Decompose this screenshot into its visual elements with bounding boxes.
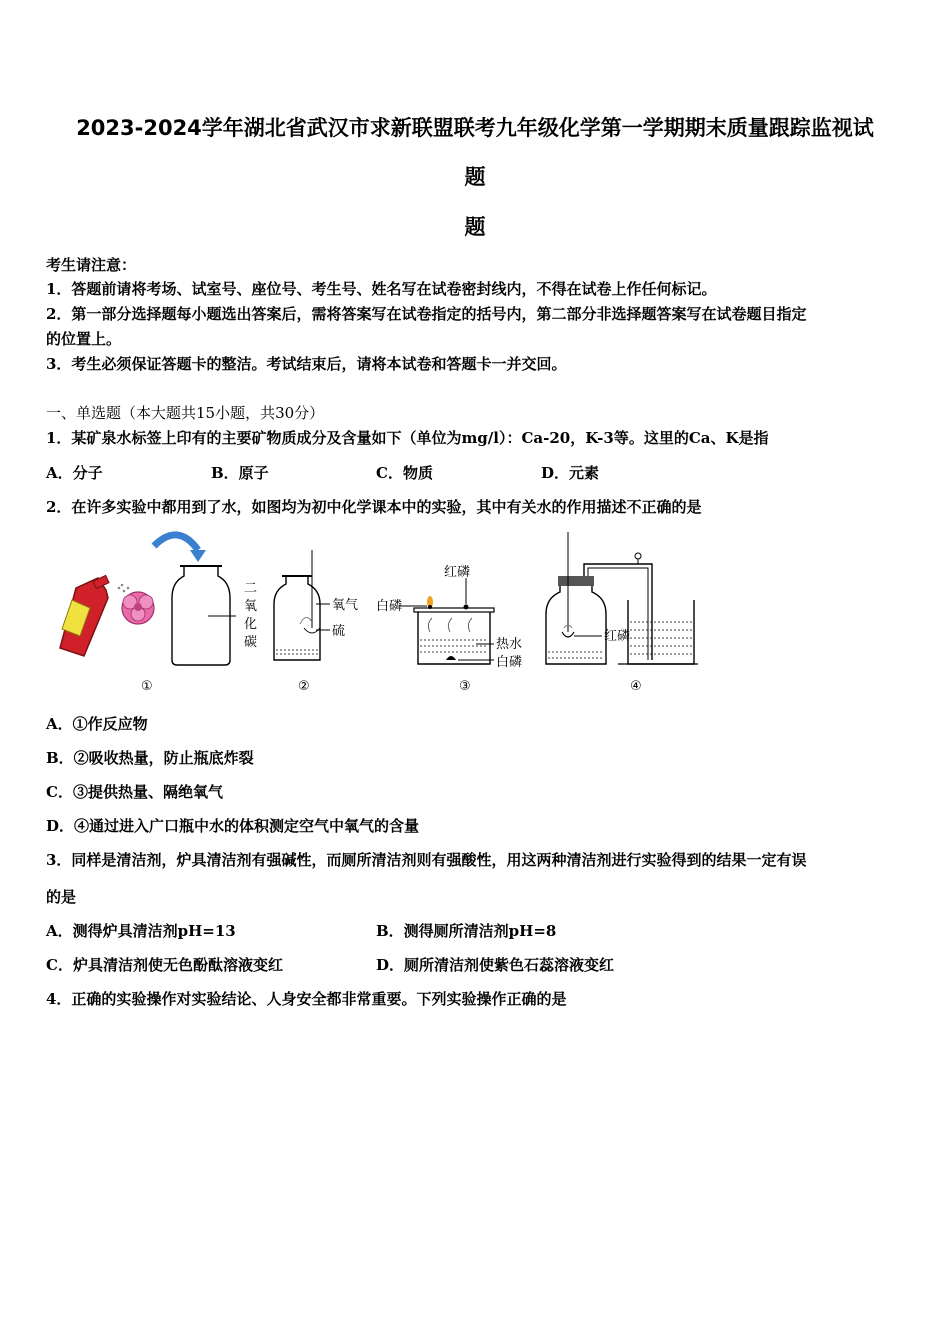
- white-phosphorus-label-2: 白磷: [496, 655, 523, 670]
- figure-number-3: ③: [459, 679, 471, 694]
- figure-number-2: ②: [298, 679, 310, 694]
- oxygen-measure-apparatus: [546, 532, 698, 664]
- oxygen-label: 氧气: [332, 598, 359, 613]
- co2-label-1: 二: [244, 581, 258, 596]
- q2-option-c: C．③提供热量、隔绝氧气: [46, 783, 223, 801]
- q1-option-a: A．分子: [46, 464, 103, 482]
- hot-water-label: 热水: [496, 637, 523, 652]
- q4-stem: 4．正确的实验操作对实验结论、人身安全都非常重要。下列实验操作正确的是: [46, 990, 567, 1008]
- q2-option-d: D．④通过进入广口瓶中水的体积测定空气中氧气的含量: [46, 817, 420, 835]
- red-phosphorus-label-2: 红磷: [604, 629, 631, 644]
- q3-stem-cont: 的是: [46, 888, 77, 906]
- q1-option-c: C．物质: [376, 464, 433, 482]
- notice-item-2: 2．第一部分选择题每小题选出答案后，需将答案写在试卷指定的括号内，第二部分非选择题答案写在试卷题目指定: [46, 305, 807, 323]
- curved-arrow-icon: [154, 535, 206, 562]
- co2-label-4: 碳: [244, 635, 258, 650]
- white-phosphorus-label: 白磷: [376, 599, 403, 614]
- q2-option-b: B．②吸收热量，防止瓶底炸裂: [46, 749, 254, 767]
- q3-option-a: A．测得炉具清洁剂pH=13: [46, 922, 236, 940]
- page-title: 2023-2024学年湖北省武汉市求新联盟联考九年级化学第一学期期末质量跟踪监视试: [76, 116, 874, 140]
- figure-number-1: ①: [141, 679, 153, 694]
- q2-stem: 2．在许多实验中都用到了水，如图均为初中化学课本中的实验，其中有关水的作用描述不正确的是: [46, 498, 702, 516]
- q1-option-b: B．原子: [211, 464, 269, 482]
- notice-heading: 考生请注意：: [46, 256, 137, 274]
- co2-gas-jar: [172, 566, 236, 665]
- co2-label-2: 氧: [244, 599, 258, 614]
- combustion-beaker: [400, 578, 494, 664]
- sulfur-oxygen-jar: [274, 550, 330, 660]
- q2-figure: [46, 528, 706, 698]
- flower-icon: [122, 592, 154, 624]
- q1-stem: 1．某矿泉水标签上印有的主要矿物质成分及含量如下（单位为mg/l）：Ca-20，K-3等。这里的Ca、K是指: [46, 429, 769, 447]
- spray-bottle-icon: [60, 575, 129, 656]
- sulfur-label: 硫: [332, 624, 346, 639]
- q3-option-b: B．测得厕所清洁剂pH=8: [376, 922, 557, 940]
- red-phosphorus-label: 红磷: [444, 565, 471, 580]
- figure-number-4: ④: [630, 679, 642, 694]
- q3-stem: 3．同样是清洁剂，炉具清洁剂有强碱性，而厕所清洁剂则有强酸性，用这两种清洁剂进行实验得到的结果一定有误: [46, 851, 807, 869]
- q1-option-d: D．元素: [541, 464, 600, 482]
- notice-item-2-cont: 的位置上。: [46, 330, 122, 348]
- notice-item-3: 3．考生必须保证答题卡的整洁。考试结束后，请将本试卷和答题卡一并交回。: [46, 355, 567, 373]
- q3-option-d: D．厕所清洁剂使紫色石蕊溶液变红: [376, 956, 615, 974]
- co2-label-3: 化: [244, 617, 258, 632]
- page-title-cont-2: 题: [464, 215, 486, 239]
- q3-option-c: C．炉具清洁剂使无色酚酞溶液变红: [46, 956, 283, 974]
- q2-option-a: A．①作反应物: [46, 715, 148, 733]
- section-heading: 一、单选题（本大题共15小题，共30分）: [46, 404, 325, 422]
- page-title-cont: 题: [464, 165, 486, 189]
- notice-item-1: 1．答题前请将考场、试室号、座位号、考生号、姓名写在试卷密封线内，不得在试卷上作任何标记。: [46, 280, 717, 298]
